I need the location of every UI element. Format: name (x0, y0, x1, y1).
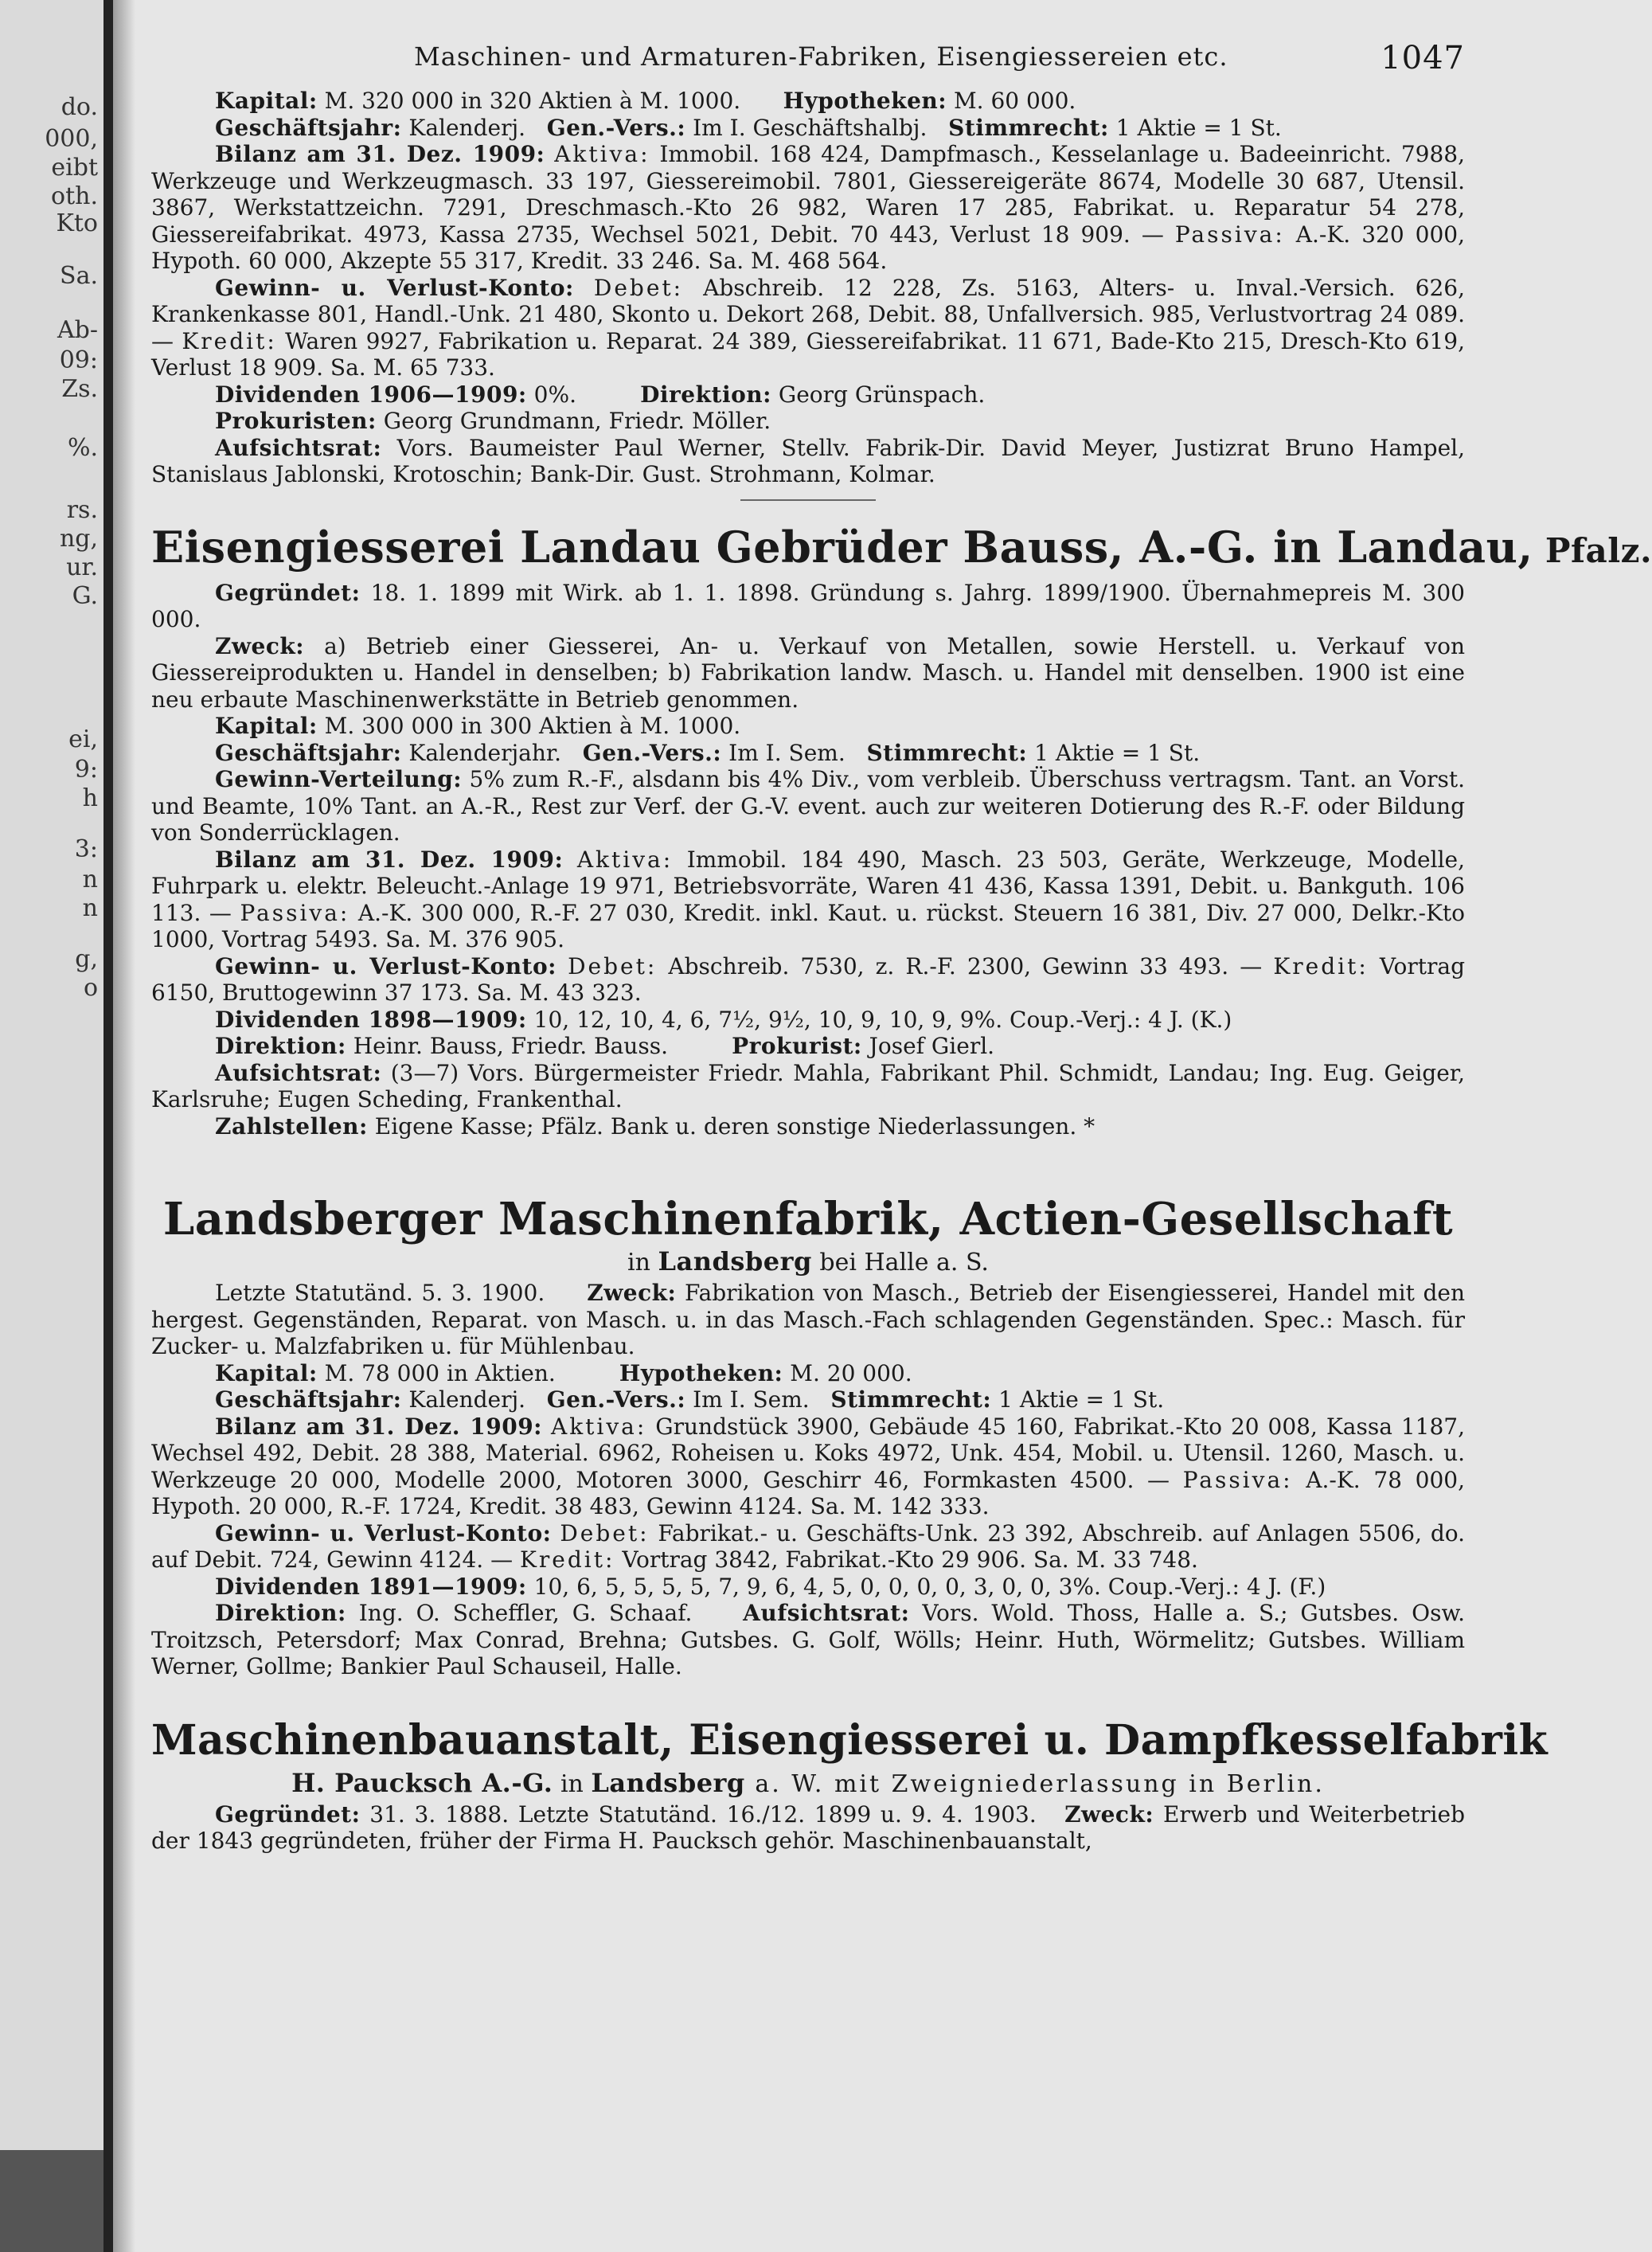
paragraph-geschaeftsjahr: Geschäftsjahr: Kalenderj. Gen.-Vers.: Im I. Geschäftshalbj. Stimmrecht: 1 Aktie = 1 St. (215, 114, 1282, 141)
paragraph-kapital: Kapital: M. 320 000 in 320 Aktien à M. 1000. Hypotheken: M. 60 000. (215, 88, 1076, 114)
section-gap (151, 1680, 1465, 1709)
margin-shadow (0, 2150, 107, 2252)
paragraph-aufsichtsrat: Aufsichtsrat: Vors. Baumeister Paul Werner, Stellv. Fabrik-Dir. David Meyer, Justizrat Bruno Hampel, Stanislaus Jablonski, Krotoschin; Bank-Dir. Gust. Strohmann, Kolmar. (151, 434, 1465, 487)
page-gutter (103, 0, 113, 2252)
entry-eisengiesserei-landau (151, 521, 1652, 1140)
margin-fragment: 000, (45, 125, 98, 153)
paragraph-prokuristen: Prokuristen: Georg Grundmann, Friedr. Möller. (215, 408, 771, 434)
paragraph-guv: Gewinn- u. Verlust-Konto: Debet: Fabrikat.- u. Geschäfts-Unk. 23 392, Abschreib. auf Anlagen 5506, do. auf Debit. 724, Gewinn 4124. — Kredit: Vortrag 3842, Fabrikat.-Kto 29 906. Sa. M. 33 748. (151, 1519, 1466, 1573)
paragraph-gewinn-verteilung: Gewinn-Verteilung: 5% zum R.-F., alsdann bis 4% Div., vom verbleib. Überschuss vertragsm. Tant. an Vorst. und Beamte, 10% Tant. an A.-R., Rest zur Verf. der G.-V. event. auch zur weiteren Dotierung des R.-F. oder Bildung von Sonderrücklagen. (151, 766, 1465, 846)
paragraph-guv: Gewinn- u. Verlust-Konto: Debet: Abschreib. 12 228, Zs. 5163, Alters- u. Inval.-Versich. 626, Krankenkasse 801, Handl.-Unk. 21 480, Skonto u. Dekort 268, Debit. 88, Unfallversich. 985, Verlustvortrag 24 089. — Kredit: Waren 9927, Fabrikation u. Reparat. 24 389, Giessereifabrikat. 11 671, Bade-Kto 215, Dresch-Kto 619, Verlust 18 909. Sa. M. 65 733. (151, 274, 1466, 381)
company-subtitle: H. Paucksch A.-G. in Landsberg a. W. mit Zweigniederlassung in Berlin. (291, 1767, 1325, 1798)
margin-fragment: do. (61, 93, 98, 121)
margin-fragment: oth. (51, 182, 98, 210)
paragraph-direktion-aufsichtsrat: Direktion: Ing. O. Scheffler, G. Schaaf. Aufsichtsrat: Vors. Wold. Thoss, Halle a. S.; Gutsbes. Osw. Troitzsch, Petersdorf; Max Conrad, Brehna; Gutsbes. G. Golf, Wölls; Heinr. Huth, Wörmelitz; Gutsbes. William Werner, Gollme; Bankier Paul Schauseil, Halle. (151, 1600, 1465, 1679)
company-title: Eisengiesserei Landau Gebrüder Bauss, A.-G. in Landau, Pfalz. (151, 521, 1652, 573)
margin-fragment: 3: (74, 835, 98, 863)
running-title: Maschinen- und Armaturen-Fabriken, Eisengiessereien etc. (414, 41, 1228, 72)
margin-fragment: o (83, 974, 98, 1002)
margin-fragment: Sa. (60, 262, 98, 290)
paragraph-guv: Gewinn- u. Verlust-Konto: Debet: Abschreib. 7530, z. R.-F. 2300, Gewinn 33 493. — Kredit: Vortrag 6150, Bruttogewinn 37 173. Sa. M. 43 323. (151, 952, 1466, 1006)
section-gap (151, 1140, 1465, 1187)
margin-fragment: n (82, 866, 98, 893)
margin-fragment: %. (67, 434, 98, 462)
margin-fragment: g, (75, 945, 98, 973)
paragraph-gegruendet: Gegründet: 31. 3. 1888. Letzte Statutänd. 16./12. 1899 u. 9. 4. 1903. Zweck: Erwerb und Weiterbetrieb der 1843 gegründeten, früher der Firma H. Paucksch gehör. Maschinenbauanstalt, (151, 1800, 1466, 1854)
paragraph-kapital: Kapital: M. 300 000 in 300 Aktien à M. 1000. (215, 713, 741, 739)
margin-fragment: ei, (68, 725, 98, 753)
paragraph-bilanz: Bilanz am 31. Dez. 1909: Aktiva: Immobil. 168 424, Dampfmasch., Kesselanlage u. Badeeinricht. 7988, Werkzeuge und Werkzeugmasch. 33 197, Giessereimobil. 7801, Giessereigeräte 8674, Modelle 30 687, Utensil. 3867, Werkstattzeichn. 7291, Dreschmasch.-Kto 26 982, Waren 17 285, Fabrikat. u. Reparatur 54 278, Giessereifabrikat. 4973, Kassa 2735, Wechsel 5021, Debit. 70 443, Verlust 18 909. — Passiva: A.-K. 320 000, Hypoth. 60 000, Akzepte 55 317, Kredit. 33 246. Sa. M. 468 564. (151, 141, 1465, 274)
paragraph-geschaeftsjahr: Geschäftsjahr: Kalenderjahr. Gen.-Vers.: Im I. Sem. Stimmrecht: 1 Aktie = 1 St. (215, 739, 1201, 766)
entry-landsberger-maschinenfabrik (151, 1194, 1465, 1680)
margin-fragment: Ab- (57, 316, 98, 344)
entry-continued (151, 88, 1465, 488)
margin-fragment: ng, (59, 525, 98, 553)
paragraph-dividenden: Dividenden 1898—1909: 10, 12, 10, 4, 6, 7½, 9½, 10, 9, 10, 9, 9%. Coup.-Verj.: 4 J. (K.) (215, 1006, 1232, 1033)
paragraph-gegruendet: Gegründet: 18. 1. 1899 mit Wirk. ab 1. 1. 1898. Gründung s. Jahrg. 1899/1900. Übernahmepreis M. 300 000. (151, 579, 1465, 632)
paragraph-bilanz: Bilanz am 31. Dez. 1909: Aktiva: Immobil. 184 490, Masch. 23 503, Geräte, Werkzeuge, Modelle, Fuhrpark u. elektr. Beleucht.-Anlage 19 971, Betriebsvorräte, Waren 41 436, Kassa 1391, Debit. u. Bankguth. 106 113. — Passiva: A.-K. 300 000, R.-F. 27 030, Kredit. inkl. Kaut. u. rückst. Steuern 16 381, Div. 27 000, Delkr.-Kto 1000, Vortrag 5493. Sa. M. 376 905. (151, 846, 1465, 952)
paragraph-dividenden: Dividenden 1906—1909: 0%. Direktion: Georg Grünspach. (215, 381, 986, 408)
margin-fragment: 09: (59, 346, 98, 374)
margin-fragment: 9: (74, 756, 98, 784)
paragraph-zweck: Zweck: a) Betrieb einer Giesserei, An- u. Verkauf von Metallen, sowie Herstell. u. Verkauf von Giessereiprodukten u. Handel in denselben; b) Fabrikation landw. Masch. u. Handel mit denselben. 1900 ist eine neu erbaute Maschinenwerkstätte in Betrieb genommen. (151, 632, 1465, 713)
separator-rule (740, 499, 876, 501)
margin-fragment: n (82, 894, 98, 922)
gutter-shadow (113, 0, 135, 2252)
margin-fragment: h (82, 784, 98, 812)
paragraph-kapital: Kapital: M. 78 000 in Aktien. Hypotheken: M. 20 000. (215, 1359, 912, 1386)
company-title: Maschinenbauanstalt, Eisengiesserei u. Dampfkesselfabrik (151, 1715, 1549, 1765)
margin-fragment: eibt (51, 154, 98, 182)
margin-fragment: G. (72, 582, 98, 610)
paragraph-zahlstellen: Zahlstellen: Eigene Kasse; Pfälz. Bank u. deren sonstige Niederlassungen. * (215, 1112, 1095, 1140)
document-page (151, 32, 1652, 2230)
running-head (151, 32, 1465, 88)
paragraph-bilanz: Bilanz am 31. Dez. 1909: Aktiva: Grundstück 3900, Gebäude 45 160, Fabrikat.-Kto 20 008, Kassa 1187, Wechsel 492, Debit. 28 388, Material. 6962, Roheisen u. Koks 4972, Unk. 454, Mobil. u. Utensil. 1260, Masch. u. Werkzeuge 20 000, Modelle 2000, Motoren 3000, Geschirr 46, Formkasten 4500. — Passiva: A.-K. 78 000, Hypoth. 20 000, R.-F. 1724, Kredit. 38 483, Gewinn 4124. Sa. M. 142 333. (151, 1413, 1465, 1519)
margin-fragment: Zs. (61, 375, 98, 403)
paragraph-aufsichtsrat: Aufsichtsrat: (3—7) Vors. Bürgermeister Friedr. Mahla, Fabrikant Phil. Schmidt, Landau; Ing. Eug. Geiger, Karlsruhe; Eugen Scheding, Frankenthal. (151, 1059, 1465, 1112)
paragraph-geschaeftsjahr: Geschäftsjahr: Kalenderj. Gen.-Vers.: Im I. Sem. Stimmrecht: 1 Aktie = 1 St. (215, 1386, 1165, 1413)
paragraph-dividenden: Dividenden 1891—1909: 10, 6, 5, 5, 5, 5, 7, 9, 6, 4, 5, 0, 0, 0, 0, 3, 0, 0, 3%. Coup.-Verj.: 4 J. (F.) (215, 1573, 1326, 1600)
adjacent-page-margin (0, 0, 107, 2252)
margin-fragment: Kto (56, 209, 98, 237)
margin-fragment: rs. (66, 496, 98, 524)
paragraph-statut-zweck: Letzte Statutänd. 5. 3. 1900. Zweck: Fabrikation von Masch., Betrieb der Eisengiesserei, Handel mit den hergest. Gegenständen, Reparat. von Masch. u. in das Masch.-Fach schlagenden Gegenständen. Spec.: Masch. für Zucker- u. Malzfabriken u. für Mühlenbau. (151, 1280, 1465, 1359)
margin-fragment: ur. (66, 553, 98, 581)
entry-paucksch (151, 1715, 1549, 1855)
paragraph-direktion: Direktion: Heinr. Bauss, Friedr. Bauss. Prokurist: Josef Gierl. (215, 1033, 995, 1059)
company-title: Landsberger Maschinenfabrik, Actien-Gesellschaft (162, 1193, 1454, 1245)
page-number: 1047 (1381, 40, 1465, 76)
company-location: in Landsberg bei Halle a. S. (627, 1246, 989, 1277)
